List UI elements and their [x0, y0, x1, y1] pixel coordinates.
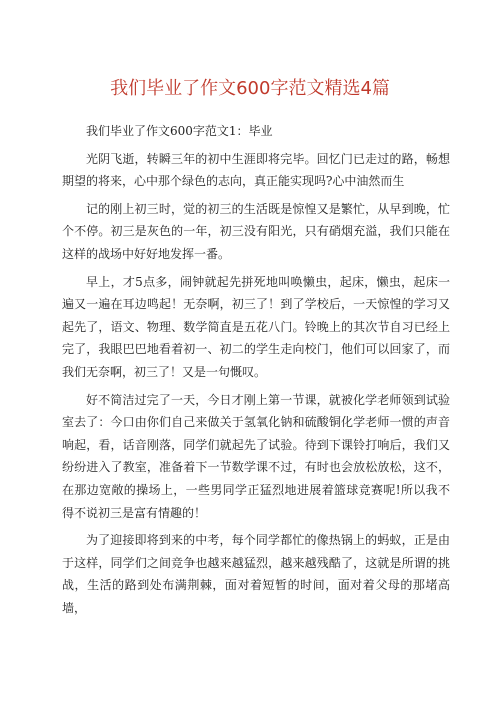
paragraph: 好不简洁过完了一天，今日才刚上第一节课，就被化学老师领到试验室去了：今口由你们自己来做关于氢氧化钠和硫酸铜化学老师一惯的声音响起，看，话音刚落，同学们就起先了试验。待到下课铃打响后，我们又纷纷进入了教室，准备着下一节数学课不过，有时也会放松放松，这不，在那边宽敞的操场上，一些男同学正猛烈地进展着篮球竞赛呢!所以我不得不说初三是富有情趣的！ [62, 392, 450, 520]
page-title: 我们毕业了作文600字范文精选4篇 [110, 78, 390, 99]
article-body [62, 120, 450, 619]
article-subtitle: 我们毕业了作文600字范文1：毕业 [86, 124, 273, 138]
paragraph: 记的刚上初三时，觉的初三的生活既是惊惶又是繁忙，从早到晚，忙个不停。初三是灰色的一年，初三没有阳光，只有硝烟充溢，我们只能在这样的战场中好好地发挥一番。 [62, 201, 450, 261]
paragraph: 光阴飞逝，转瞬三年的初中生涯即将完毕。回忆门已走过的路，畅想期望的将来，心中那个绿色的志向，真正能实现吗?心中油然而生 [62, 151, 450, 189]
paragraph: 早上，才5点多，闹钟就起先拼死地叫唤懒虫，起床，懒虫，起床一遍又一遍在耳边鸣起！无奈啊，初三了！到了学校后，一天惊惶的学习又起先了，语文、物理、数学简直是五花八门。铃晚上的其次节自习已经上完了，我眼巴巴地看着初一、初二的学生走向校门，他们可以回家了，而我们无奈啊，初三了！又是一句慨叹。 [62, 274, 450, 379]
paragraph: 为了迎接即将到来的中考，每个同学都忙的像热锅上的蚂蚁，正是由于这样，同学们之间竞争也越来越猛烈，越来越残酷了，这就是所谓的挑战，生活的路到处布满荆棘，面对着短暂的时间，面对着父母的那堵高墙， [62, 533, 450, 615]
